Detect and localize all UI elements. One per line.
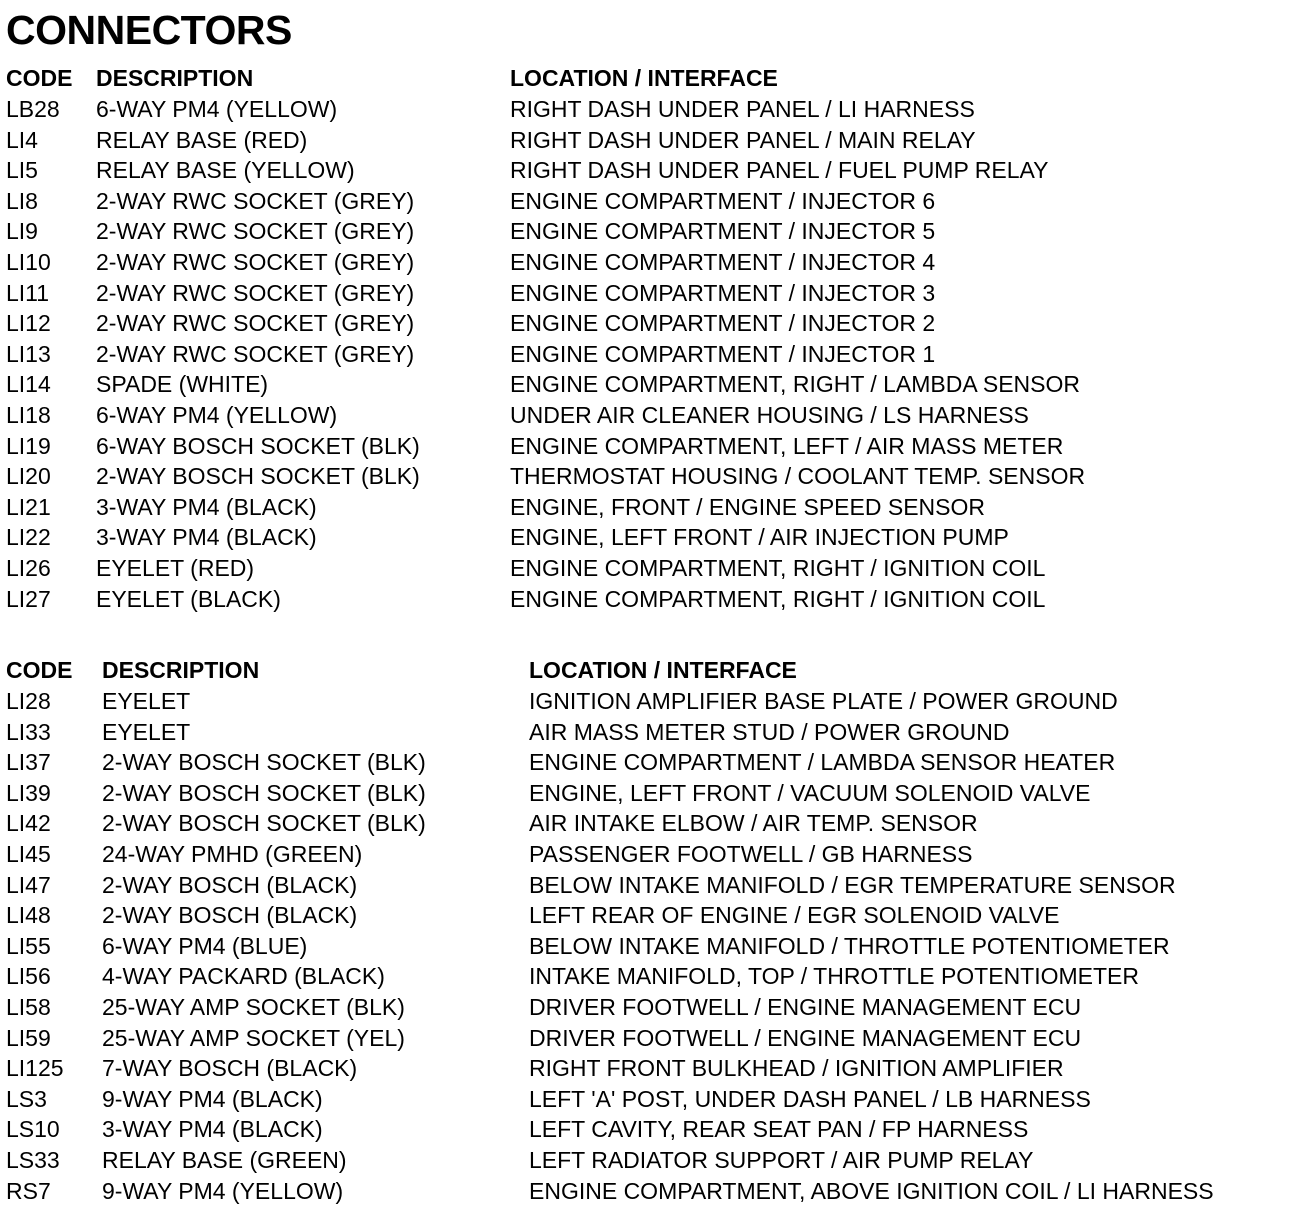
connector-description: 2-WAY RWC SOCKET (GREY) xyxy=(96,310,415,337)
table-row xyxy=(0,839,1298,870)
table-row xyxy=(0,1023,1298,1054)
connector-description: 2-WAY RWC SOCKET (GREY) xyxy=(96,248,415,275)
connector-code: LI58 xyxy=(6,993,51,1020)
connector-code: LI22 xyxy=(6,524,51,551)
table-row xyxy=(0,339,1298,370)
table-body xyxy=(0,94,1298,614)
connector-code: LI18 xyxy=(6,401,51,428)
connector-location: LEFT REAR OF ENGINE / EGR SOLENOID VALVE xyxy=(529,902,1060,929)
table-row xyxy=(0,492,1298,523)
connector-description: 2-WAY BOSCH SOCKET (BLK) xyxy=(96,463,420,490)
connector-description: 9-WAY PM4 (BLACK) xyxy=(102,1085,323,1112)
table-row xyxy=(0,369,1298,400)
connector-location: ENGINE COMPARTMENT / INJECTOR 1 xyxy=(510,340,936,367)
connector-code: LI27 xyxy=(6,585,51,612)
connector-location: RIGHT DASH UNDER PANEL / FUEL PUMP RELAY xyxy=(510,157,1049,184)
connector-description: 2-WAY RWC SOCKET (GREY) xyxy=(96,187,415,214)
connector-code: LI47 xyxy=(6,871,51,898)
connector-description: 2-WAY RWC SOCKET (GREY) xyxy=(96,218,415,245)
connector-location: RIGHT DASH UNDER PANEL / LI HARNESS xyxy=(510,96,975,122)
table-row xyxy=(0,94,1298,125)
table-row xyxy=(0,216,1298,247)
connector-code: LI33 xyxy=(6,718,51,745)
connector-code: LI28 xyxy=(6,688,51,714)
table-row xyxy=(0,961,1298,992)
table-row xyxy=(0,247,1298,278)
header-location: LOCATION / INTERFACE xyxy=(510,65,778,91)
header-code: CODE xyxy=(6,657,73,683)
connector-code: LI4 xyxy=(6,126,38,153)
connector-code: LI21 xyxy=(6,493,51,520)
connector-location: LEFT 'A' POST, UNDER DASH PANEL / LB HARNESS xyxy=(529,1085,1091,1112)
connector-location: AIR MASS METER STUD / POWER GROUND xyxy=(529,718,1010,745)
connector-location: BELOW INTAKE MANIFOLD / THROTTLE POTENTIOMETER xyxy=(529,932,1170,959)
header-description: DESCRIPTION xyxy=(96,65,254,91)
connector-description: 6-WAY PM4 (YELLOW) xyxy=(96,401,338,428)
connector-location: ENGINE COMPARTMENT, LEFT / AIR MASS METER xyxy=(510,432,1064,459)
connector-table-1 xyxy=(0,62,1298,614)
header-code: CODE xyxy=(6,65,73,91)
connector-description: SPADE (WHITE) xyxy=(96,371,269,398)
connector-code: LI37 xyxy=(6,749,51,776)
connector-location: ENGINE COMPARTMENT, RIGHT / IGNITION COIL xyxy=(510,585,1046,612)
connector-description: 6-WAY PM4 (BLUE) xyxy=(102,932,308,959)
connector-description: RELAY BASE (GREEN) xyxy=(102,1146,347,1173)
connector-description: 3-WAY PM4 (BLACK) xyxy=(96,524,317,551)
connector-location: AIR INTAKE ELBOW / AIR TEMP. SENSOR xyxy=(529,810,978,837)
table-row xyxy=(0,400,1298,431)
table-row xyxy=(0,686,1298,717)
table-row xyxy=(0,308,1298,339)
connector-code: LI9 xyxy=(6,218,38,245)
table-row xyxy=(0,431,1298,462)
table-row xyxy=(0,931,1298,962)
connector-code: LI26 xyxy=(6,554,51,581)
table-row xyxy=(0,1084,1298,1115)
connector-location: THERMOSTAT HOUSING / COOLANT TEMP. SENSOR xyxy=(510,463,1086,490)
connector-description: 24-WAY PMHD (GREEN) xyxy=(102,840,363,867)
connector-location: ENGINE COMPARTMENT / LAMBDA SENSOR HEATER xyxy=(529,749,1116,776)
connector-location: UNDER AIR CLEANER HOUSING / LS HARNESS xyxy=(510,401,1029,428)
table-row xyxy=(0,461,1298,492)
connector-description: 2-WAY BOSCH (BLACK) xyxy=(102,902,358,929)
connector-description: EYELET (BLACK) xyxy=(96,585,281,612)
connector-code: LS33 xyxy=(6,1146,60,1173)
connector-code: LI8 xyxy=(6,187,38,214)
connector-description: 25-WAY AMP SOCKET (YEL) xyxy=(102,1024,405,1051)
connector-code: LI42 xyxy=(6,810,51,837)
connector-location: INTAKE MANIFOLD, TOP / THROTTLE POTENTIOMETER xyxy=(529,963,1140,990)
connector-description: 3-WAY PM4 (BLACK) xyxy=(102,1116,323,1143)
connector-description: 2-WAY BOSCH SOCKET (BLK) xyxy=(102,779,426,806)
connector-code: LS3 xyxy=(6,1085,47,1112)
table-row xyxy=(0,900,1298,931)
connector-location: ENGINE COMPARTMENT, ABOVE IGNITION COIL / LI HARNESS xyxy=(529,1177,1214,1204)
connector-location: DRIVER FOOTWELL / ENGINE MANAGEMENT ECU xyxy=(529,1024,1082,1051)
header-location: LOCATION / INTERFACE xyxy=(529,657,797,683)
connector-code: LI12 xyxy=(6,310,51,337)
connector-location: ENGINE COMPARTMENT, RIGHT / LAMBDA SENSOR xyxy=(510,371,1080,398)
connector-code: LI45 xyxy=(6,840,51,867)
table-row xyxy=(0,717,1298,748)
connector-description: 2-WAY RWC SOCKET (GREY) xyxy=(96,340,415,367)
connector-description: 4-WAY PACKARD (BLACK) xyxy=(102,963,385,990)
connector-code: LI13 xyxy=(6,340,51,367)
connector-code: LI125 xyxy=(6,1055,64,1082)
table-row xyxy=(0,186,1298,217)
connector-code: LI11 xyxy=(6,279,50,306)
table-header xyxy=(0,654,1298,686)
table-row xyxy=(0,1053,1298,1084)
connector-description: 6-WAY PM4 (YELLOW) xyxy=(96,96,338,122)
connector-location: ENGINE COMPARTMENT / INJECTOR 3 xyxy=(510,279,936,306)
connector-description: 25-WAY AMP SOCKET (BLK) xyxy=(102,993,405,1020)
connector-location: ENGINE COMPARTMENT / INJECTOR 6 xyxy=(510,187,936,214)
connector-location: ENGINE, FRONT / ENGINE SPEED SENSOR xyxy=(510,493,985,520)
connector-location: ENGINE COMPARTMENT / INJECTOR 2 xyxy=(510,310,936,337)
connector-location: RIGHT DASH UNDER PANEL / MAIN RELAY xyxy=(510,126,976,153)
table-row xyxy=(0,1114,1298,1145)
connector-code: LI19 xyxy=(6,432,51,459)
table-row xyxy=(0,278,1298,309)
connector-description: 3-WAY PM4 (BLACK) xyxy=(96,493,317,520)
connector-code: LI48 xyxy=(6,902,51,929)
connector-description: 2-WAY BOSCH SOCKET (BLK) xyxy=(102,749,426,776)
connector-location: IGNITION AMPLIFIER BASE PLATE / POWER GROUND xyxy=(529,688,1118,714)
connector-location: RIGHT FRONT BULKHEAD / IGNITION AMPLIFIER xyxy=(529,1055,1064,1082)
connector-code: RS7 xyxy=(6,1177,51,1204)
connector-code: LI39 xyxy=(6,779,51,806)
connector-location: ENGINE COMPARTMENT / INJECTOR 4 xyxy=(510,248,936,275)
connector-description: 2-WAY BOSCH (BLACK) xyxy=(102,871,358,898)
connector-code: LS10 xyxy=(6,1116,60,1143)
connector-code: LI55 xyxy=(6,932,51,959)
table-row xyxy=(0,155,1298,186)
connector-location: LEFT RADIATOR SUPPORT / AIR PUMP RELAY xyxy=(529,1146,1034,1173)
connector-description: 2-WAY BOSCH SOCKET (BLK) xyxy=(102,810,426,837)
connector-location: BELOW INTAKE MANIFOLD / EGR TEMPERATURE SENSOR xyxy=(529,871,1176,898)
table-row xyxy=(0,870,1298,901)
connector-location: LEFT CAVITY, REAR SEAT PAN / FP HARNESS xyxy=(529,1116,1029,1143)
connector-location: PASSENGER FOOTWELL / GB HARNESS xyxy=(529,840,973,867)
header-description: DESCRIPTION xyxy=(102,657,260,683)
connector-code: LI56 xyxy=(6,963,51,990)
connector-description: 6-WAY BOSCH SOCKET (BLK) xyxy=(96,432,420,459)
connector-description: RELAY BASE (RED) xyxy=(96,126,308,153)
table-header xyxy=(0,62,1298,94)
connector-description: 9-WAY PM4 (YELLOW) xyxy=(102,1177,344,1204)
connector-code: LI14 xyxy=(6,371,51,398)
connector-description: EYELET xyxy=(102,688,191,714)
connector-code: LI10 xyxy=(6,248,51,275)
connector-location: DRIVER FOOTWELL / ENGINE MANAGEMENT ECU xyxy=(529,993,1082,1020)
connector-description: RELAY BASE (YELLOW) xyxy=(96,157,355,184)
connector-location: ENGINE, LEFT FRONT / VACUUM SOLENOID VALVE xyxy=(529,779,1091,806)
connector-location: ENGINE COMPARTMENT, RIGHT / IGNITION COIL xyxy=(510,554,1046,581)
table-row xyxy=(0,1145,1298,1176)
table-row xyxy=(0,522,1298,553)
table-row xyxy=(0,992,1298,1023)
connector-location: ENGINE COMPARTMENT / INJECTOR 5 xyxy=(510,218,936,245)
connector-description: EYELET xyxy=(102,718,191,745)
connector-description: EYELET (RED) xyxy=(96,554,255,581)
table-row xyxy=(0,1176,1298,1207)
connector-table-2 xyxy=(0,654,1298,1206)
connector-code: LI5 xyxy=(6,157,38,184)
connector-code: LI59 xyxy=(6,1024,51,1051)
table-row xyxy=(0,808,1298,839)
connector-description: 2-WAY RWC SOCKET (GREY) xyxy=(96,279,415,306)
connector-location: ENGINE, LEFT FRONT / AIR INJECTION PUMP xyxy=(510,524,1009,551)
page-title: CONNECTORS xyxy=(6,7,292,53)
table-row xyxy=(0,584,1298,615)
connector-code: LB28 xyxy=(6,96,60,122)
connector-description: 7-WAY BOSCH (BLACK) xyxy=(102,1055,358,1082)
table-row xyxy=(0,125,1298,156)
table-body xyxy=(0,686,1298,1206)
table-row xyxy=(0,747,1298,778)
table-row xyxy=(0,553,1298,584)
table-row xyxy=(0,778,1298,809)
connector-code: LI20 xyxy=(6,463,51,490)
